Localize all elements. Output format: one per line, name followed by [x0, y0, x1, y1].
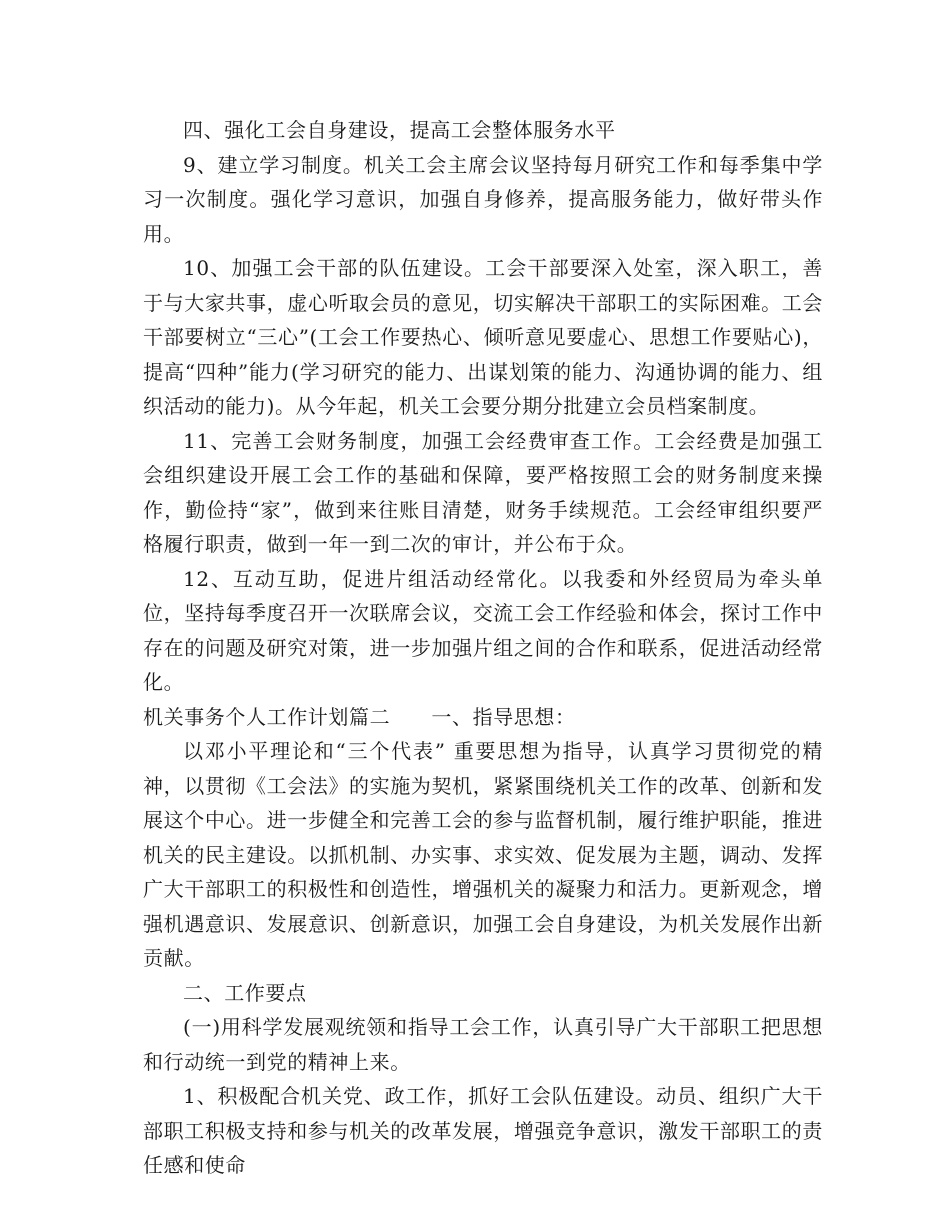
article-title-line: 机关事务个人工作计划篇二 一、指导思想：	[143, 704, 576, 729]
paragraph-item-11: 11、完善工会财务制度，加强工会经费审查工作。工会经费是加强工会组织建设开展工会工作的基础和保障，要严格按照工会的财务制度来操作，勤俭持“家”，做到来往账目清楚，财务手续规范。工会经审组织要严格履行职责，做到一年一到二次的审计，并公布于众。	[143, 428, 823, 556]
paragraph-guiding-thought: 以邓小平理论和“三个代表” 重要思想为指导，认真学习贯彻党的精神，以贯彻《工会法》的实施为契机，紧紧围绕机关工作的改革、创新和发展这个中心。进一步健全和完善工会的参与监督机制，履行维护职能，推进机关的民主建设。以抓机制、办实事、求实效、促发展为主题，调动、发挥广大干部职工的积极性和创造性，增强机关的凝聚力和活力。更新观念，增强机遇意识、发展意识、创新意识，加强工会自身建设，为机关发展作出新贡献。	[143, 739, 823, 970]
section-heading-4: 四、强化工会自身建设，提高工会整体服务水平	[183, 118, 616, 142]
paragraph-subsection-1: (一)用科学发展观统领和指导工会工作，认真引导广大干部职工把思想和行动统一到党的精神上来。	[143, 1015, 823, 1074]
paragraph-item-10: 10、加强工会干部的队伍建设。工会干部要深入处室，深入职工，善于与大家共事，虚心听取会员的意见，切实解决干部职工的实际困难。工会干部要树立“三心”(工会工作要热心、倾听意见要虚心、思想工作要贴心)，提高“四种”能力(学习研究的能力、出谋划策的能力、沟通协调的能力、组织活动的能力)。从今年起，机关工会要分期分批建立会员档案制度。	[143, 256, 823, 418]
section-heading-work-points: 二、工作要点	[183, 980, 307, 1005]
paragraph-item-1: 1、积极配合机关党、政工作，抓好工会队伍建设。动员、组织广大干部职工积极支持和参与机关的改革发展，增强竞争意识，激发干部职工的责任感和使命	[143, 1084, 823, 1177]
document-body	[143, 113, 823, 1183]
paragraph-item-12: 12、互动互助，促进片组活动经常化。以我委和外经贸局为牵头单位，坚持每季度召开一次联席会议，交流工会工作经验和体会，探讨工作中存在的问题及研究对策，进一步加强片组之间的合作和联系，促进活动经常化。	[143, 566, 823, 694]
paragraph-item-9: 9、建立学习制度。机关工会主席会议坚持每月研究工作和每季集中学习一次制度。强化学习意识，加强自身修养，提高服务能力，做好带头作用。	[143, 152, 823, 246]
